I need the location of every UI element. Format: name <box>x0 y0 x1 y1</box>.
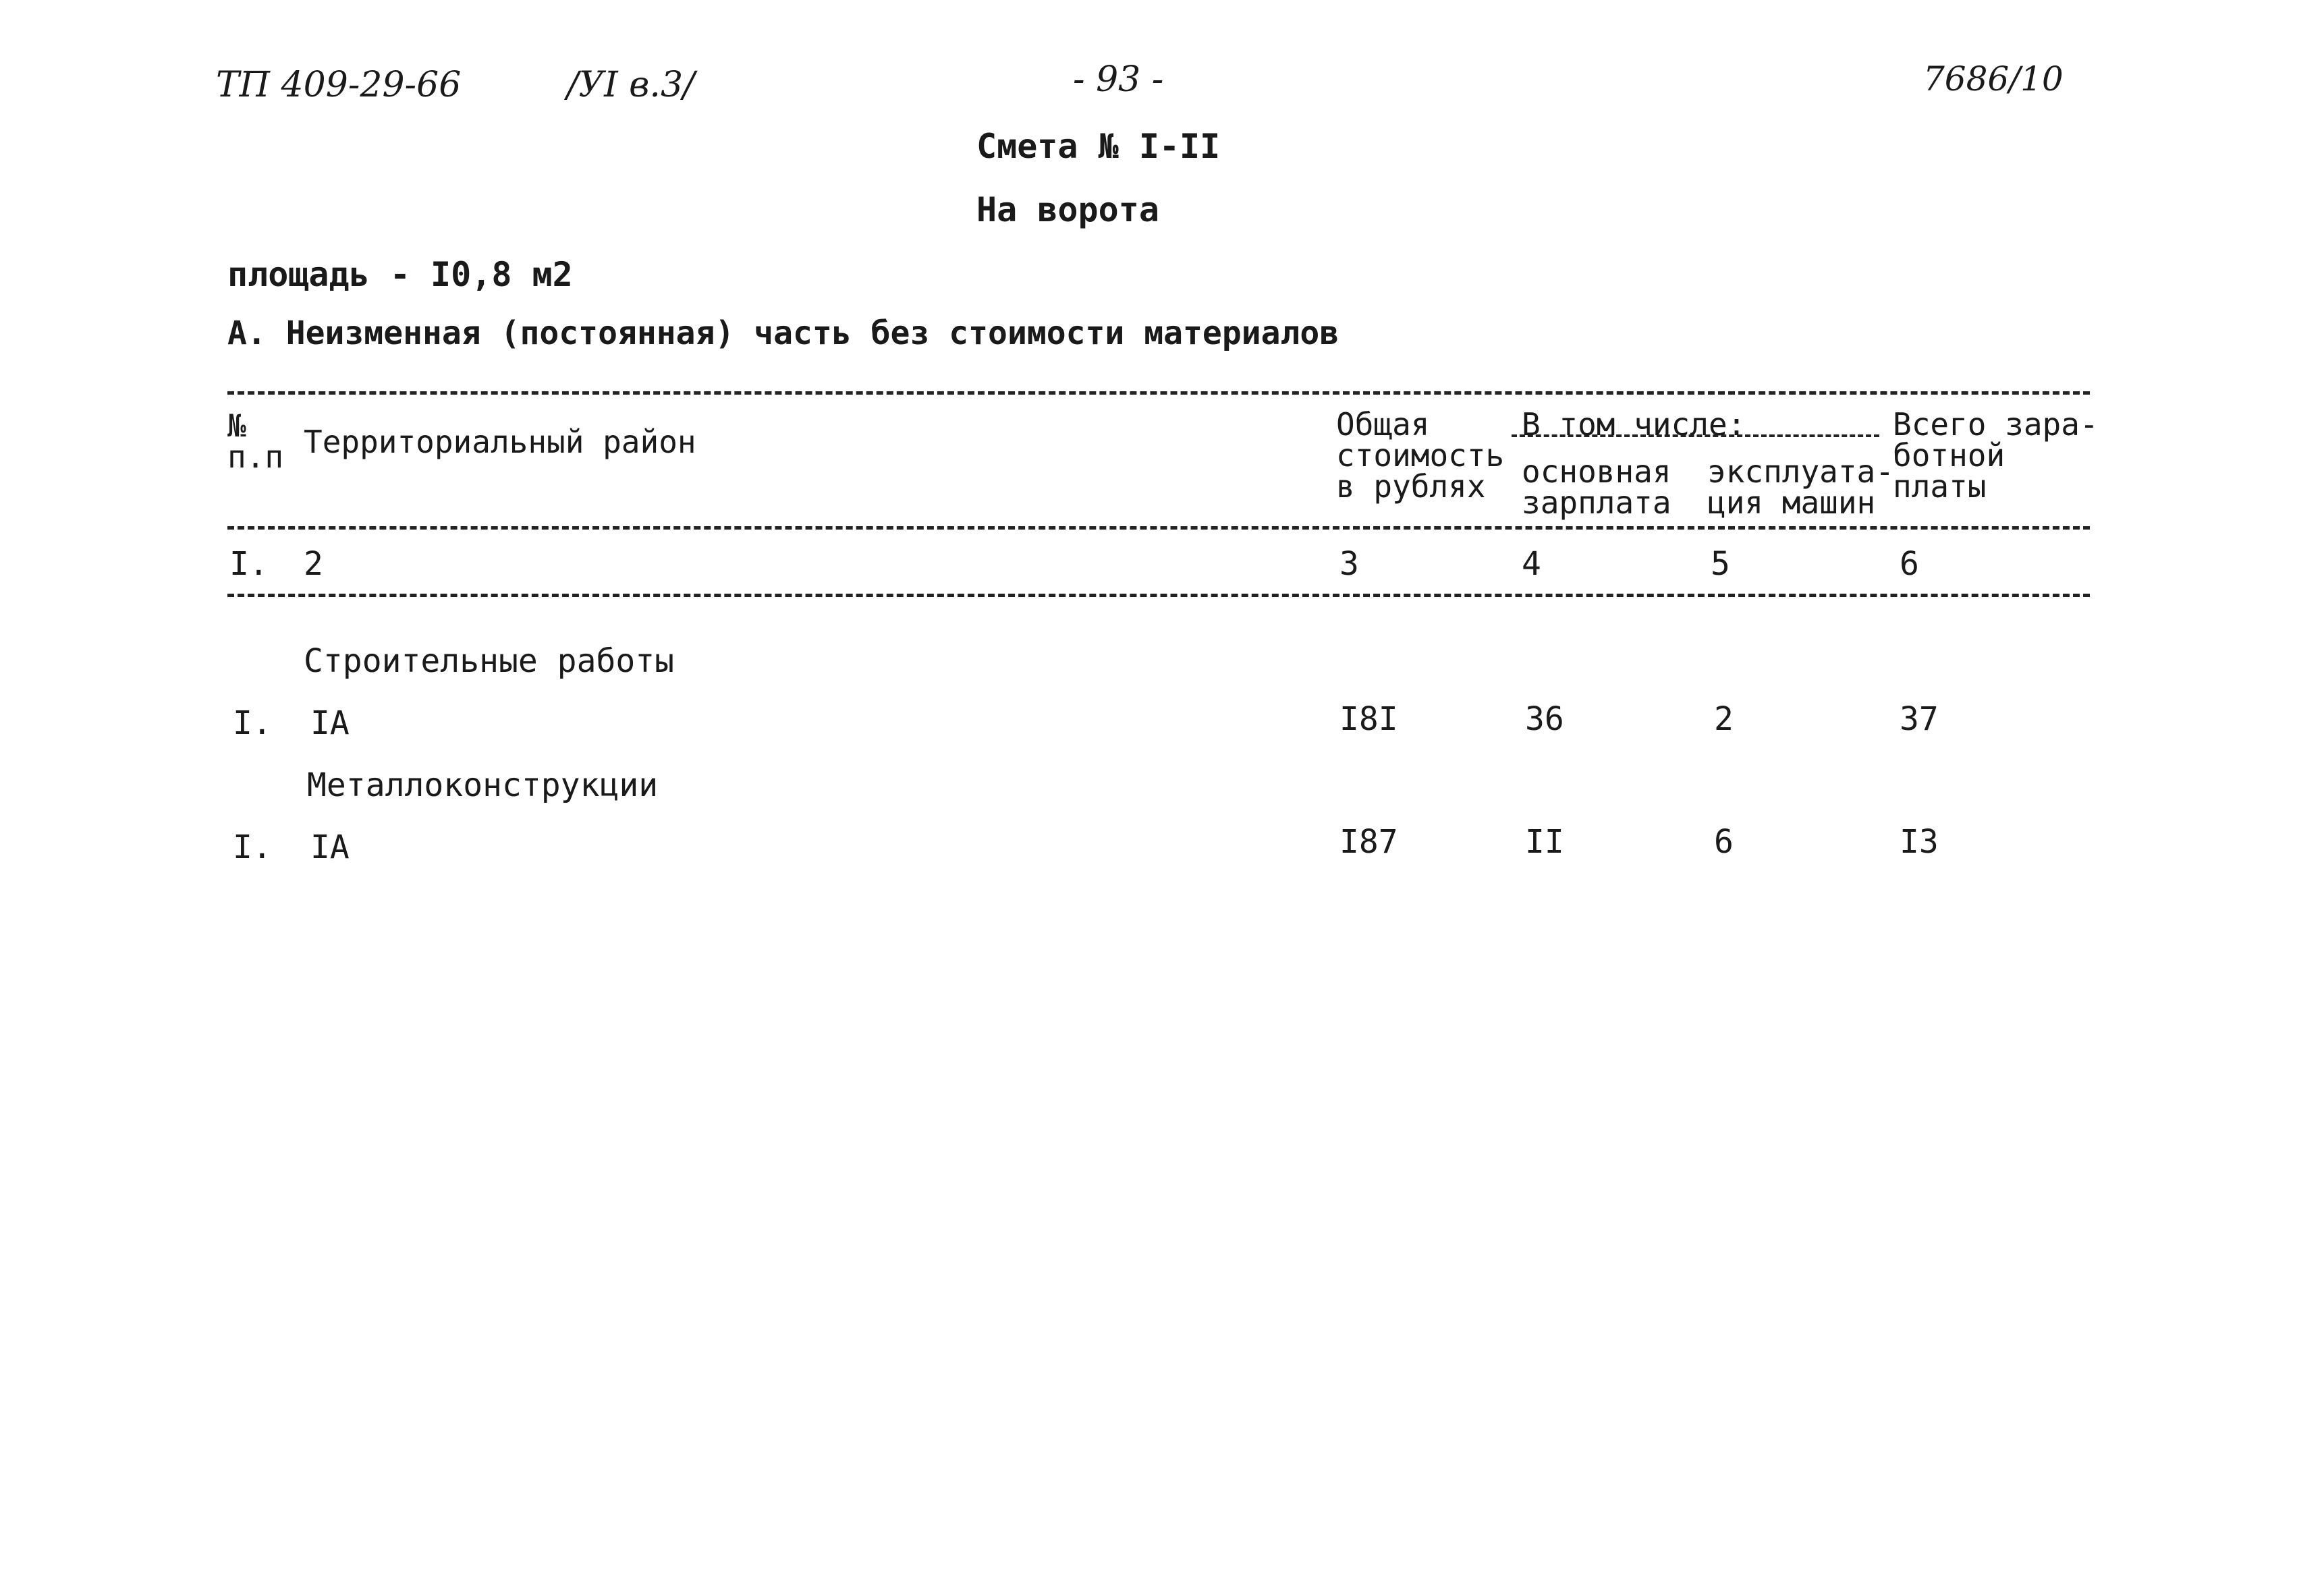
group-title-metal-structures: Металлоконструкции <box>307 766 659 804</box>
table-row-base-salary: 36 <box>1525 700 1564 738</box>
col-header-num: № п.п <box>227 407 284 475</box>
estimate-title: Смета № I-II <box>976 127 1221 166</box>
table-row-region: IA <box>310 704 350 742</box>
table-rule-top <box>227 391 2090 395</box>
col-number-2: 2 <box>304 545 323 583</box>
volume-ref: /УI в.3/ <box>567 65 695 105</box>
table-row-total-salary: I3 <box>1900 823 1939 861</box>
table-row-region: IA <box>310 828 350 866</box>
col-header-machine-operation: эксплуата- ция машин <box>1707 453 1894 521</box>
col-header-including: В том числе: <box>1522 406 1746 443</box>
col-number-3: 3 <box>1339 545 1359 583</box>
col-header-total-cost: Общая стоимость в рублях <box>1336 406 1505 505</box>
doc-code: ТП 409-29-66 <box>216 65 462 105</box>
table-row-num: I. <box>233 828 272 866</box>
table-rule-colnums-bottom <box>227 594 2090 597</box>
col-header-base-salary: основная зарплата <box>1522 453 1671 521</box>
group-title-construction: Строительные работы <box>304 642 675 680</box>
col-header-region: Территориальный район <box>304 424 696 460</box>
section-a-heading: А. Неизменная (постоянная) часть без стоимости материалов <box>227 314 1339 352</box>
col-number-4: 4 <box>1522 545 1541 583</box>
table-row-machine-operation: 6 <box>1714 823 1734 861</box>
table-row-total-salary: 37 <box>1900 700 1939 738</box>
col-number-1: I. <box>229 545 269 583</box>
table-row-total-cost: I87 <box>1339 823 1398 861</box>
estimate-subtitle: На ворота <box>976 190 1159 229</box>
table-row-machine-operation: 2 <box>1714 700 1734 738</box>
col-number-6: 6 <box>1900 545 1919 583</box>
table-rule-header-bottom <box>227 526 2090 530</box>
table-row-num: I. <box>233 704 272 742</box>
table-row-base-salary: II <box>1525 823 1564 861</box>
col-header-total-salary: Всего зара- ботной платы <box>1893 406 2099 505</box>
archive-number: 7686/10 <box>1923 59 2064 98</box>
area-line: площадь - I0,8 м2 <box>227 255 573 294</box>
page-number: - 93 - <box>1073 59 1164 100</box>
col-number-5: 5 <box>1711 545 1730 583</box>
table-row-total-cost: I8I <box>1339 700 1398 738</box>
